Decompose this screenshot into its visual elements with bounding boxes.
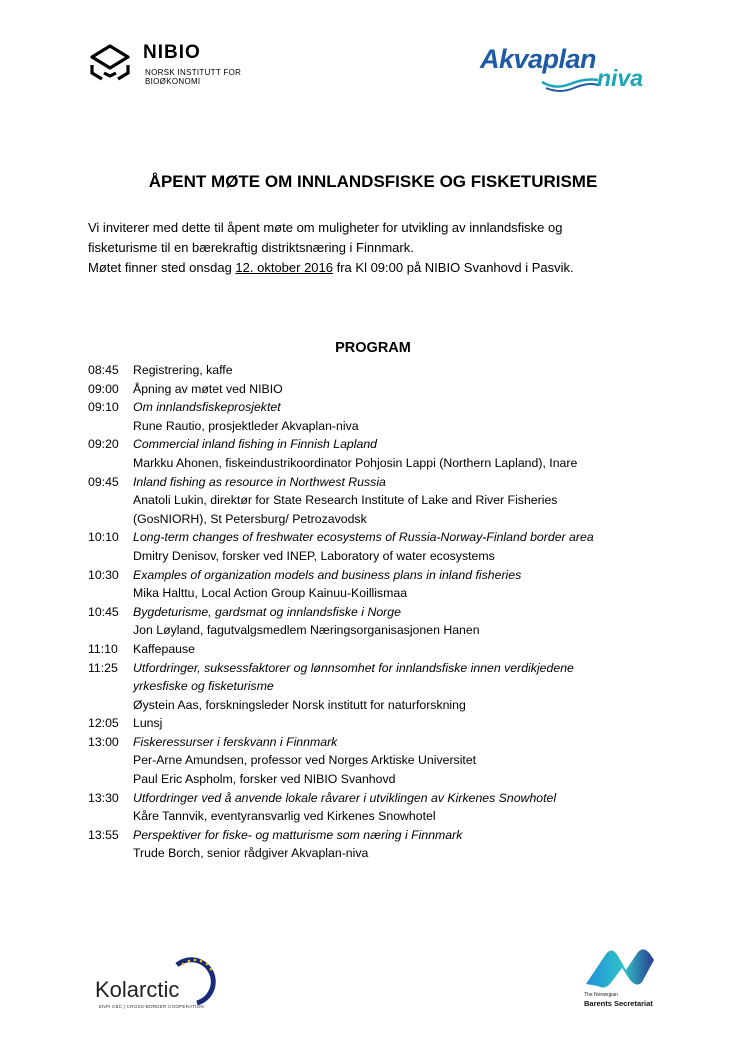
program-time: 10:10 — [88, 530, 119, 545]
program-row — [88, 826, 688, 845]
program-text: Øystein Aas, forskningsleder Norsk institutt for naturforskning — [133, 697, 466, 712]
program-time — [88, 584, 133, 603]
program-time: 10:45 — [88, 604, 119, 619]
program-text: Utfordringer ved å anvende lokale råvarer i utviklingen av Kirkenes Snowhotel — [133, 790, 557, 805]
nibio-subtitle-2: BIOØKONOMI — [145, 77, 201, 86]
program-row — [88, 547, 688, 566]
program-time: 10:30 — [88, 567, 119, 582]
niva-text: niva — [597, 65, 644, 91]
program-row — [88, 659, 688, 678]
program-time — [88, 696, 133, 715]
program-text: yrkesfiske og fisketurisme — [133, 679, 274, 694]
kolarctic-subtitle: ENPI CBC | CROSS-BORDER COOPERATION — [99, 1004, 204, 1009]
program-text: Anatoli Lukin, direktør for State Research Institute of Lake and River Fisheries — [133, 493, 558, 508]
program-time — [88, 510, 133, 529]
intro-line-3 — [88, 258, 668, 278]
program-text: Om innlandsfiskeprosjektet — [133, 400, 281, 415]
program-row — [88, 844, 688, 863]
program-text: Trude Borch, senior rådgiver Akvaplan-niva — [133, 846, 369, 861]
program-time — [88, 844, 133, 863]
nibio-name: NIBIO — [143, 42, 201, 63]
program-row — [88, 473, 688, 492]
intro-line-2: fisketurisme til en bærekraftig distriktsnæring i Finnmark. — [88, 240, 414, 255]
program-time: 09:10 — [88, 400, 119, 415]
program-row — [88, 621, 688, 640]
barents-secretariat-logo — [580, 948, 670, 1012]
program-text: Long-term changes of freshwater ecosystems of Russia-Norway-Finland border area — [133, 530, 594, 545]
program-row — [88, 696, 688, 715]
program-time — [88, 454, 133, 473]
intro-line-1: Vi inviterer med dette til åpent møte om muligheter for utvikling av innlandsfiske og — [88, 220, 563, 235]
barents-name: Barents Secretariat — [584, 999, 653, 1008]
program-time: 12:05 — [88, 716, 119, 731]
program-time: 13:30 — [88, 790, 119, 805]
program-text: Perspektiver for fiske- og matturisme som næring i Finnmark — [133, 827, 463, 842]
intro-line-3-prefix: Møtet finner sted onsdag — [88, 260, 236, 275]
program-text: Registrering, kaffe — [133, 363, 233, 377]
program-text: Markku Ahonen, fiskeindustrikoordinator Pohjosin Lappi (Northern Lapland), Inare — [133, 455, 578, 470]
program-row — [88, 435, 688, 454]
program-row — [88, 677, 688, 696]
kolarctic-logo — [95, 955, 225, 1015]
program-row — [88, 789, 688, 808]
akvaplan-text: Akvaplan — [480, 44, 597, 74]
program-time — [88, 491, 133, 510]
program-text: Commercial inland fishing in Finnish Lapland — [133, 437, 378, 452]
program-row — [88, 751, 688, 770]
program-text: Kåre Tannvik, eventyransvarlig ved Kirkenes Snowhotel — [133, 809, 436, 824]
program-time — [88, 621, 133, 640]
program-time — [88, 677, 133, 696]
program-text: Per-Arne Amundsen, professor ved Norges Arktiske Universitet — [133, 753, 477, 768]
program-text: Bygdeturisme, gardsmat og innlandsfiske i Norge — [133, 604, 401, 619]
program-time — [88, 547, 133, 566]
program-text: Inland fishing as resource in Northwest Russia — [133, 474, 386, 489]
program-text: Fiskeressurser i ferskvann i Finnmark — [133, 734, 338, 749]
program-text: Rune Rautio, prosjektleder Akvaplan-niva — [133, 418, 359, 433]
program-time — [88, 807, 133, 826]
program-heading: PROGRAM — [335, 340, 411, 356]
program-text: Lunsj — [133, 716, 163, 731]
program-text: Mika Halttu, Local Action Group Kainuu-Koillismaa — [133, 586, 408, 601]
program-row — [88, 714, 688, 733]
program-row — [88, 380, 688, 399]
program-row — [88, 528, 688, 547]
program-list — [88, 361, 688, 863]
intro-line-3-suffix: fra Kl 09:00 på NIBIO Svanhovd i Pasvik. — [333, 260, 574, 275]
program-text: (GosNIORH), St Petersburg/ Petrozavodsk — [133, 511, 367, 526]
program-text: Utfordringer, suksessfaktorer og lønnsomhet for innlandsfiske innen verdikjedene — [133, 660, 574, 675]
program-row — [88, 584, 688, 603]
program-row — [88, 640, 688, 659]
program-row — [88, 566, 688, 585]
intro-text — [88, 218, 668, 278]
nibio-mark-icon — [88, 43, 132, 85]
program-time: 11:25 — [88, 660, 118, 675]
program-text: Paul Eric Aspholm, forsker ved NIBIO Svanhovd — [133, 772, 396, 787]
program-text: Åpning av møtet ved NIBIO — [133, 381, 283, 396]
program-time — [88, 751, 133, 770]
wave-icon — [540, 76, 600, 94]
program-row — [88, 807, 688, 826]
program-time: 09:00 — [88, 381, 119, 396]
program-time: 13:00 — [88, 734, 119, 749]
program-row — [88, 770, 688, 789]
program-time: 09:20 — [88, 437, 119, 452]
program-row — [88, 733, 688, 752]
program-time: 08:45 — [88, 363, 119, 377]
program-text: Kaffepause — [133, 641, 195, 656]
barents-wave-icon — [582, 948, 656, 988]
program-row — [88, 454, 688, 473]
program-time: 09:45 — [88, 474, 119, 489]
program-row — [88, 491, 688, 510]
program-text: Jon Løyland, fagutvalgsmedlem Næringsorganisasjonen Hanen — [133, 623, 480, 638]
program-time: 13:55 — [88, 827, 119, 842]
meeting-date: 12. oktober 2016 — [235, 260, 333, 275]
program-time — [88, 770, 133, 789]
program-row — [88, 417, 688, 436]
kolarctic-name: Kolarctic — [95, 977, 180, 1002]
nibio-subtitle-1: NORSK INSTITUTT FOR — [145, 68, 242, 77]
program-row — [88, 398, 688, 417]
program-row — [88, 603, 688, 622]
akvaplan-niva-logo — [480, 44, 660, 100]
barents-small-text: The Norwegian — [584, 992, 618, 998]
program-time — [88, 417, 133, 436]
page-title: ÅPENT MØTE OM INNLANDSFISKE OG FISKETURISME — [148, 172, 598, 191]
program-time: 11:10 — [88, 641, 118, 656]
program-row — [88, 510, 688, 529]
nibio-logo — [88, 43, 258, 85]
program-text: Examples of organization models and business plans in inland fisheries — [133, 567, 522, 582]
program-row — [88, 361, 688, 380]
program-text: Dmitry Denisov, forsker ved INEP, Laboratory of water ecosystems — [133, 548, 495, 563]
